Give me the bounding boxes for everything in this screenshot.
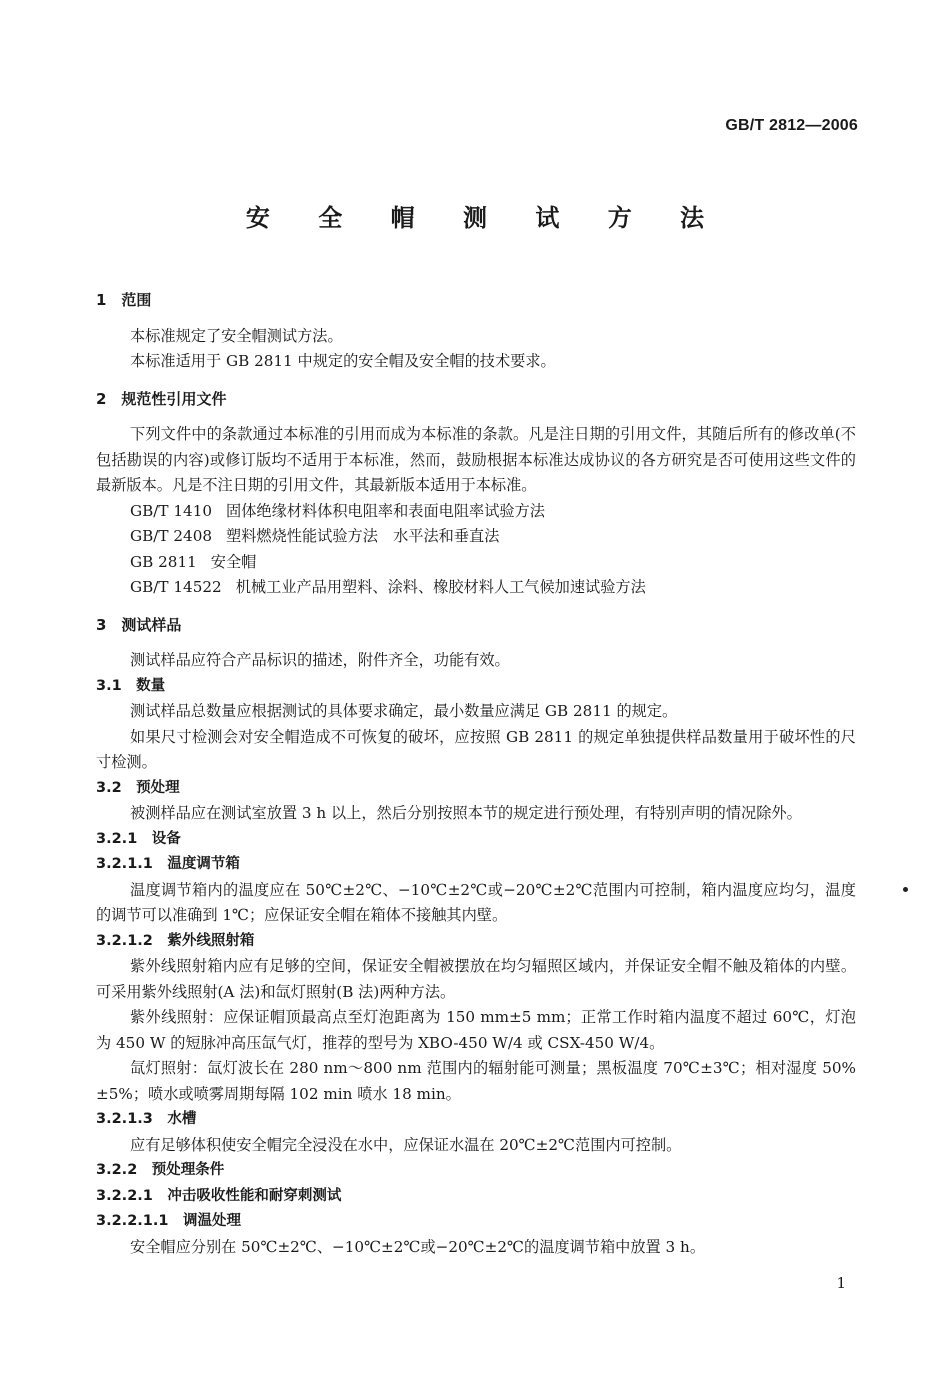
section-3-2-1-1-heading: 3.2.1.1 温度调节箱 <box>96 856 240 872</box>
section-3-2-1-3-paragraph-1: 应有足够体积使安全帽完全浸没在水中，应保证水温在 20℃±2℃范围内可控制。 <box>130 1135 682 1154</box>
section-3-2-1-1-paragraph-1: 温度调节箱内的温度应在 50℃±2℃、−10℃±2℃或−20℃±2℃范围内可控制，箱内温度应均匀，温度的调节可以准确到 1℃；应保证安全帽在箱体不接触其内壁。 <box>96 880 856 924</box>
section-3-2-1-heading: 3.2.1 设备 <box>96 830 181 847</box>
section-3-2-paragraph-1: 被测样品应在测试室放置 3 h 以上，然后分别按照本节的规定进行预处理，有特别声明的情况除外。 <box>130 804 802 822</box>
reference-title: 塑料燃烧性能试验方法 水平法和垂直法 <box>226 527 500 545</box>
section-3-2-2-1-heading: 3.2.2.1 冲击吸收性能和耐穿刺测试 <box>96 1187 342 1204</box>
standard-code: GB/T 2812—2006 <box>725 117 858 134</box>
section-2-heading: 2 规范性引用文件 <box>96 389 227 408</box>
section-3-1-heading: 3.1 数量 <box>96 677 166 694</box>
reference-code: GB/T 1410 <box>130 501 213 520</box>
document-title: 安 全 帽 测 试 方 法 <box>245 204 725 232</box>
reference-item <box>96 550 856 576</box>
section-3-2-1-2-paragraph-2: 紫外线照射：应保证帽顶最高点至灯泡距离为 150 mm±5 mm；正常工作时箱内温度不超过 60℃，灯泡为 450 W 的短脉冲高压氙气灯，推荐的型号为 XBO-450 W/4 或 CSX-450 W/4。 <box>96 1008 856 1052</box>
section-3-2-1-2-paragraph-3: 氙灯照射：氙灯波长在 280 nm～800 nm 范围内的辐射能可测量；黑板温度 70℃±3℃；相对湿度 50%±5%；喷水或喷雾周期每隔 102 min 喷水 18 min。 <box>96 1059 856 1103</box>
section-1-heading: 1 范围 <box>96 291 152 309</box>
reference-item <box>96 499 856 525</box>
reference-title: 机械工业产品用塑料、涂料、橡胶材料人工气候加速试验方法 <box>235 578 646 596</box>
section-3-2-2-heading: 3.2.2 预处理条件 <box>96 1162 225 1178</box>
reference-code: GB/T 14522 <box>130 578 222 596</box>
section-2-paragraph-1: 下列文件中的条款通过本标准的引用而成为本标准的条款。凡是注日期的引用文件，其随后所有的修改单(不包括勘误的内容)或修订版均不适用于本标准，然而，鼓励根据本标准达成协议的各方研究是否可使用这些文件的最新版本。凡是不注日期的引用文件，其最新版本适用于本标准。 <box>96 425 856 494</box>
section-3-2-2-1-1-heading: 3.2.2.1.1 调温处理 <box>96 1213 241 1229</box>
document-body <box>96 280 856 1260</box>
section-3-2-1-3-heading: 3.2.1.3 水槽 <box>96 1111 197 1127</box>
section-3-2-1-2-heading: 3.2.1.2 紫外线照射箱 <box>96 932 255 949</box>
section-1-paragraph-2: 本标准适用于 GB 2811 中规定的安全帽及安全帽的技术要求。 <box>130 352 556 370</box>
section-1-paragraph-1: 本标准规定了安全帽测试方法。 <box>130 326 343 345</box>
reference-title: 安全帽 <box>210 552 257 571</box>
section-3-1-paragraph-2: 如果尺寸检测会对安全帽造成不可恢复的破坏，应按照 GB 2811 的规定单独提供样品数量用于破坏性的尺寸检测。 <box>96 727 856 771</box>
reference-title: 固体绝缘材料体积电阻率和表面电阻率试验方法 <box>226 501 545 520</box>
section-3-2-2-1-1-paragraph-1: 安全帽应分别在 50℃±2℃、−10℃±2℃或−20℃±2℃的温度调节箱中放置 3 h。 <box>130 1237 706 1256</box>
page-number: 1 <box>836 1274 846 1292</box>
scan-speck <box>903 887 908 892</box>
reference-item <box>96 524 856 550</box>
reference-code: GB 2811 <box>130 552 197 571</box>
section-3-heading: 3 测试样品 <box>96 615 182 634</box>
section-3-1-paragraph-1: 测试样品总数量应根据测试的具体要求确定，最小数量应满足 GB 2811 的规定。 <box>130 702 678 720</box>
reference-code: GB/T 2408 <box>130 527 213 545</box>
section-3-2-1-2-paragraph-1: 紫外线照射箱内应有足够的空间，保证安全帽被摆放在均匀辐照区域内，并保证安全帽不触及箱体的内壁。可采用紫外线照射(A 法)和氙灯照射(B 法)两种方法。 <box>96 957 856 1001</box>
reference-item <box>96 575 856 601</box>
section-3-paragraph-1: 测试样品应符合产品标识的描述，附件齐全，功能有效。 <box>130 651 510 669</box>
section-3-2-heading: 3.2 预处理 <box>96 779 180 796</box>
